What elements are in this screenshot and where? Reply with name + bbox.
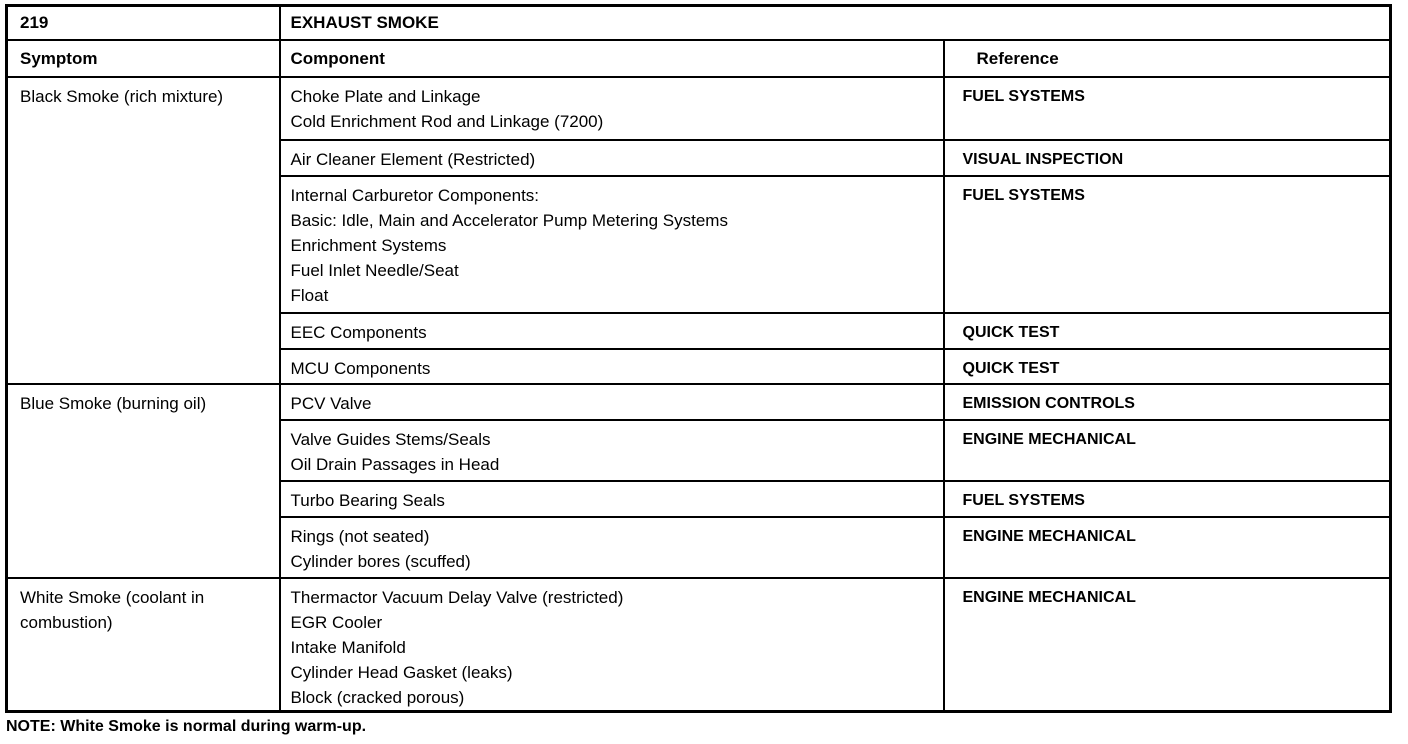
component-cell: [280, 384, 944, 420]
component-line: Rings (not seated): [290, 527, 430, 546]
footnote: NOTE: White Smoke is normal during warm-up.: [6, 718, 367, 735]
symptom-header: Symptom: [7, 40, 280, 77]
table-number: 219: [7, 6, 280, 41]
component-line: PCV Valve: [290, 394, 372, 413]
component-line: Fuel Inlet Needle/Seat: [290, 261, 459, 280]
component-line: Float: [290, 286, 329, 305]
component-line: EEC Components: [290, 323, 427, 342]
component-cell: [280, 481, 944, 517]
reference-cell: ENGINE MECHANICAL: [944, 578, 1391, 712]
component-line: Air Cleaner Element (Restricted): [290, 150, 536, 169]
table-row: [7, 77, 1391, 140]
component-line: Valve Guides Stems/Seals: [290, 430, 491, 449]
component-header: Component: [280, 40, 944, 77]
component-line: Cold Enrichment Rod and Linkage (7200): [290, 112, 604, 131]
component-line: Choke Plate and Linkage: [290, 87, 481, 106]
title-row: [7, 6, 1391, 41]
component-cell: [280, 77, 944, 140]
reference-cell: FUEL SYSTEMS: [944, 481, 1391, 517]
component-line: Block (cracked porous): [290, 688, 465, 707]
table-row: [7, 578, 1391, 712]
component-line: Turbo Bearing Seals: [290, 491, 445, 510]
symptom-cell: White Smoke (coolant in combustion): [7, 578, 280, 712]
component-cell: [280, 176, 944, 313]
reference-cell: ENGINE MECHANICAL: [944, 517, 1391, 578]
column-header-row: [7, 40, 1391, 77]
component-line: MCU Components: [290, 359, 431, 378]
component-line: Cylinder bores (scuffed): [290, 552, 471, 571]
reference-header: Reference: [944, 40, 1391, 77]
reference-cell: FUEL SYSTEMS: [944, 77, 1391, 140]
reference-cell: FUEL SYSTEMS: [944, 176, 1391, 313]
reference-cell: EMISSION CONTROLS: [944, 384, 1391, 420]
diagnosis-table-body: [7, 6, 1391, 712]
component-line: Basic: Idle, Main and Accelerator Pump Metering Systems: [290, 211, 728, 230]
component-cell: [280, 517, 944, 578]
table-title: EXHAUST SMOKE: [280, 6, 1391, 41]
component-cell: [280, 420, 944, 481]
diagnosis-table: [5, 4, 1392, 713]
component-cell: [280, 349, 944, 384]
table-row: [7, 384, 1391, 420]
component-line: Enrichment Systems: [290, 236, 447, 255]
component-line: Intake Manifold: [290, 638, 406, 657]
component-cell: [280, 140, 944, 176]
symptom-cell: Blue Smoke (burning oil): [7, 384, 280, 578]
component-line: EGR Cooler: [290, 613, 383, 632]
reference-cell: ENGINE MECHANICAL: [944, 420, 1391, 481]
reference-cell: QUICK TEST: [944, 313, 1391, 349]
component-line: Thermactor Vacuum Delay Valve (restricted): [290, 588, 624, 607]
component-cell: [280, 313, 944, 349]
reference-cell: QUICK TEST: [944, 349, 1391, 384]
component-line: Cylinder Head Gasket (leaks): [290, 663, 513, 682]
reference-cell: VISUAL INSPECTION: [944, 140, 1391, 176]
component-line: Internal Carburetor Components:: [290, 186, 540, 205]
component-cell: [280, 578, 944, 712]
symptom-cell: Black Smoke (rich mixture): [7, 77, 280, 384]
component-line: Oil Drain Passages in Head: [290, 455, 500, 474]
